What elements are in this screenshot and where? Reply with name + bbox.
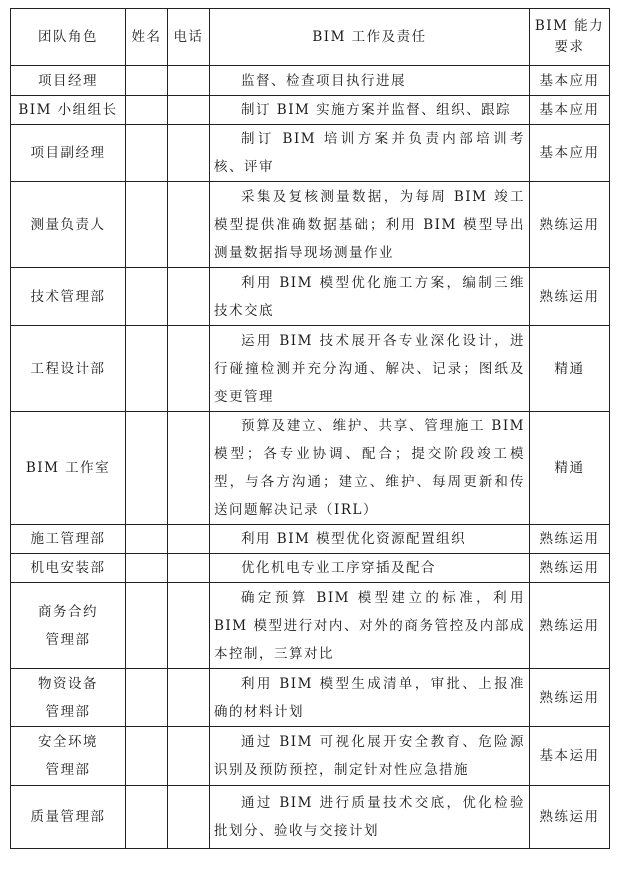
ability-cell: 基本应用 [530,96,610,125]
ability-cell: 熟练运用 [530,786,610,849]
role-cell: BIM 小组组长 [11,96,126,125]
phone-cell [168,786,210,849]
name-cell [126,182,168,268]
role-cell: BIM 工作室 [11,412,126,525]
duty-cell: 制订 BIM 实施方案并监督、组织、跟踪 [210,96,530,125]
phone-cell [168,125,210,182]
ability-cell: 熟练运用 [530,669,610,727]
header-ability: BIM 能力 要求 [530,9,610,66]
duty-cell: 利用 BIM 模型优化资源配置组织 [210,525,530,554]
role-cell: 测量负责人 [11,182,126,268]
name-cell [126,268,168,326]
table-row [11,786,610,849]
duty-cell: 监督、检查项目执行进展 [210,66,530,96]
name-cell [126,66,168,96]
role-cell: 施工管理部 [11,525,126,554]
role-cell: 物资设备 管理部 [11,669,126,727]
phone-cell [168,66,210,96]
role-cell: 质量管理部 [11,786,126,849]
table-row [11,125,610,182]
phone-cell [168,525,210,554]
header-role: 团队角色 [11,9,126,66]
role-cell: 安全环境 管理部 [11,727,126,786]
name-cell [126,525,168,554]
name-cell [126,412,168,525]
role-cell: 商务合约 管理部 [11,583,126,669]
ability-cell: 精通 [530,412,610,525]
duty-cell: 制订 BIM 培训方案并负责内部培训考核、评审 [210,125,530,182]
bim-responsibility-table [10,8,610,849]
name-cell [126,96,168,125]
role-cell: 项目经理 [11,66,126,96]
ability-cell: 熟练运用 [530,525,610,554]
table-row [11,525,610,554]
duty-cell: 优化机电专业工序穿插及配合 [210,554,530,583]
name-cell [126,125,168,182]
duty-cell: 预算及建立、维护、共享、管理施工 BIM 模型；各专业协调、配合；提交阶段竣工模型，与各方沟通；建立、维护、每周更新和传送问题解决记录（IRL） [210,412,530,525]
table-row [11,412,610,525]
name-cell [126,669,168,727]
duty-cell: 通过 BIM 可视化展开安全教育、危险源识别及预防预控，制定针对性应急措施 [210,727,530,786]
ability-cell: 基本应用 [530,125,610,182]
duty-cell: 运用 BIM 技术展开各专业深化设计，进行碰撞检测并充分沟通、解决、记录；图纸及变更管理 [210,326,530,412]
duty-cell: 通过 BIM 进行质量技术交底，优化检验批划分、验收与交接计划 [210,786,530,849]
name-cell [126,786,168,849]
name-cell [126,326,168,412]
duty-cell: 利用 BIM 模型优化施工方案，编制三维技术交底 [210,268,530,326]
header-name: 姓名 [126,9,168,66]
phone-cell [168,96,210,125]
ability-cell: 精通 [530,326,610,412]
phone-cell [168,583,210,669]
ability-cell: 基本应用 [530,66,610,96]
table-row [11,66,610,96]
name-cell [126,727,168,786]
phone-cell [168,182,210,268]
header-phone: 电话 [168,9,210,66]
name-cell [126,554,168,583]
role-cell: 机电安装部 [11,554,126,583]
duty-cell: 确定预算 BIM 模型建立的标准，利用 BIM 模型进行对内、对外的商务管控及内部成本控制，三算对比 [210,583,530,669]
phone-cell [168,554,210,583]
table-row [11,727,610,786]
ability-cell: 熟练运用 [530,268,610,326]
table-row [11,669,610,727]
header-row [11,9,610,66]
phone-cell [168,727,210,786]
ability-cell: 基本运用 [530,727,610,786]
table-row [11,583,610,669]
role-cell: 技术管理部 [11,268,126,326]
duty-cell: 利用 BIM 模型生成清单，审批、上报准确的材料计划 [210,669,530,727]
phone-cell [168,669,210,727]
role-cell: 工程设计部 [11,326,126,412]
table-row [11,554,610,583]
ability-cell: 熟练运用 [530,554,610,583]
duty-cell: 采集及复核测量数据，为每周 BIM 竣工模型提供准确数据基础；利用 BIM 模型导出测量数据指导现场测量作业 [210,182,530,268]
table-row [11,326,610,412]
header-duty: BIM 工作及责任 [210,9,530,66]
role-cell: 项目副经理 [11,125,126,182]
name-cell [126,583,168,669]
ability-cell: 熟练运用 [530,182,610,268]
phone-cell [168,412,210,525]
ability-cell: 熟练运用 [530,583,610,669]
table-row [11,268,610,326]
phone-cell [168,268,210,326]
table-row [11,96,610,125]
table-row [11,182,610,268]
phone-cell [168,326,210,412]
